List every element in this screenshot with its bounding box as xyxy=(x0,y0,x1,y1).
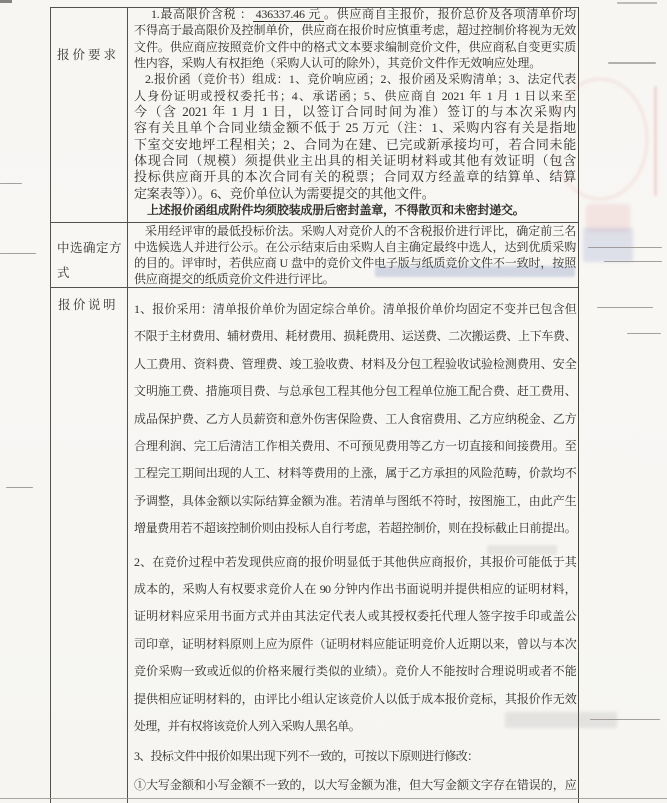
scan-artifact-dash xyxy=(588,247,662,248)
text-line: 定案表等））。6、竞价单位认为需要提交的其他文件。 xyxy=(134,185,435,201)
text-line: 文明施工费、措施项目费、与总承包工程其他分包工程单位施工配合费、赶工费用、 xyxy=(134,384,576,399)
text-line: 供应商提交的纸质竞价文件进行评比。 xyxy=(134,271,335,286)
text-line: 竞价采购一致或近似的价格来履行类似的业绩）。竞价人不能按时合理说明或者不能 xyxy=(134,664,576,679)
text-line: 成本的，采购人有权要求竞价人在 90 分钟内作出书面说明并提供相应的证明材料， xyxy=(134,582,576,597)
ink-bleed-mark xyxy=(583,228,633,262)
text-line: 性内容，采购人有权拒绝（采购人认可的除外），其竞价文件作无效响应处理。 xyxy=(134,56,542,71)
scan-artifact-dash xyxy=(627,333,661,334)
text-line: 容有关且单个合同业绩金额不低于 25 万元（注：1、采购内容有关是指地 xyxy=(134,120,576,136)
text-line: 1、报价采用：清单报价单价为固定综合单价。清单报价单价均固定不变并已包含但 xyxy=(134,302,576,316)
text-line: 合理利润、完工后清洁工作相关费用、不可预见费用等乙方一切直接和间接费用。至 xyxy=(134,439,576,454)
selection-method-cell xyxy=(134,224,576,288)
red-seal-streak xyxy=(654,86,657,196)
scan-artifact-dash xyxy=(0,253,36,254)
ink-bleed-mark xyxy=(505,712,617,728)
scan-artifact-dash xyxy=(0,183,22,184)
text-line: 体现合同（规模）须提供业主出具的相关证明材料或其他有效证明（包含 xyxy=(134,153,576,169)
ink-bleed-mark xyxy=(375,266,575,277)
text-line: 中选候选人并进行公示。在公示结束后由采购人自主确定最终中选人，达到优质采购 xyxy=(134,239,576,254)
max-price-amount: 436337.46 元 xyxy=(253,7,324,22)
scan-artifact-dash xyxy=(597,307,653,308)
notes-paragraph-4 xyxy=(134,772,576,799)
price-suffix: 。供应商自主报价，报价总价及各项清单价均 xyxy=(324,7,576,21)
scan-artifact-dash xyxy=(604,261,662,262)
scan-artifact-dash xyxy=(6,487,33,488)
text-line: ①大写金额和小写金额不一致的，以大写金额为准，但大写金额文字存在错误的，应 xyxy=(134,777,576,792)
price-prefix: 1.最高限价含税 ： xyxy=(151,7,253,21)
text-line: 今（含 2021 年 1 月 1 日，以签订合同时间为准）签订的与本次采购内 xyxy=(134,104,576,120)
text-line: 处理，并有权将该竞价人列入采购人黑名单。 xyxy=(134,719,361,734)
text-line: 2.报价函（竞价书）组成：1、竞价响应函；2、报价函及采购清单；3、法定代表 xyxy=(145,72,576,87)
notes-paragraph-1 xyxy=(134,296,576,543)
table-row-divider-1 xyxy=(50,222,579,223)
text-line: 成品保护费、乙方人员薪资和意外伤害保险费、工人食宿费用、乙方应纳税金、乙方 xyxy=(134,411,576,426)
text-line: 人工费用、资料费、管理费、竣工验收费、材料及分包工程验收试验检测费用、安全 xyxy=(134,356,576,371)
notes-paragraph-3 xyxy=(134,743,576,770)
ink-bleed-mark xyxy=(487,545,557,555)
red-seal-mark xyxy=(552,78,648,200)
text-line: 人身份证明或授权委托书；4、承诺函；5、供应商自 2021 年 1 月 1 日以来至 xyxy=(134,88,576,103)
text-line: 工程完工期间出现的人工、材料等费用的上涨，属于乙方承担的风险范畴，价款均不 xyxy=(134,466,576,481)
text-line: 司印章，证明材料原则上应为原件（证明材料应能证明竞价人近期以来，曾以与本次 xyxy=(134,636,576,651)
text-line: 不得高于最高限价及控制单价，供应商在报价时应慎重考虑，超过控制价将视为无效 xyxy=(134,23,576,38)
text-line: 提供相应证明材料的，由评比小组认定该竞价人以低于成本报价竞标，其报价作无效 xyxy=(134,691,576,706)
text-line: 的目的。评审时，若供应商 U 盘中的竞价文件电子版与纸质竞价文件不一致时，按照 xyxy=(134,255,576,270)
text-line: 2、在竞价过程中若发现供应商的报价明显低于其他供应商报价，其报价可能低于其 xyxy=(134,554,576,569)
scan-artifact-corner xyxy=(0,0,12,3)
text-line: 予调整，具体金额以实际结算金额为准。若清单与图纸不符时，按图施工，由此产生 xyxy=(134,493,576,508)
row-label-quotation-notes: 报价说明 xyxy=(58,298,119,312)
text-line: 投标供应商开具的本次合同有关的税票；合同双方经盖章的结算单、结算 xyxy=(134,169,576,185)
text-line: 不限于主材费用、辅材费用、耗材费用、损耗费用、运送费、二次搬运费、上下车费、 xyxy=(134,329,576,344)
table-border-left xyxy=(50,7,51,803)
quotation-requirements-cell xyxy=(134,6,576,218)
scan-artifact-corner xyxy=(617,2,657,4)
text-line: 下室交安地坪工程相关；2、合同为在建、已完或新承接均可，若合同未能 xyxy=(134,136,576,152)
text-line: 3、投标文件中报价如果出现下列不一致的，可按以下原则进行修改： xyxy=(134,748,479,763)
table-column-divider xyxy=(127,7,128,803)
text-line: 增量费用若不超该控制价则由投标人自行考虑，若超控制价，则在投标截止日前提出。 xyxy=(134,521,576,536)
sealed-submission-notice-line: 上述报价函组成附件均须胶装成册后密封盖章，不得散页和未密封递交。 xyxy=(147,203,525,218)
scan-artifact-dash xyxy=(590,719,660,720)
scan-artifact-dash xyxy=(608,62,656,64)
row-label-selection-method: 中选确定方式 xyxy=(57,241,123,280)
text-line: 采用经评审的最低投标价法。采购人对竞价人的不含税报价进行评比，确定前三名 xyxy=(145,224,576,238)
text-line: 证明材料应采用书面方式并由其法定代表人或其授权委托代理人签字按手印或盖公 xyxy=(134,609,576,624)
row-label-quotation-requirements: 报价要求 xyxy=(57,48,120,62)
text-line: 文件。供应商应按照竞价文件中的格式文本要求编制竞价文件，供应商私自变更实质 xyxy=(134,39,576,54)
max-price-line xyxy=(134,6,576,22)
